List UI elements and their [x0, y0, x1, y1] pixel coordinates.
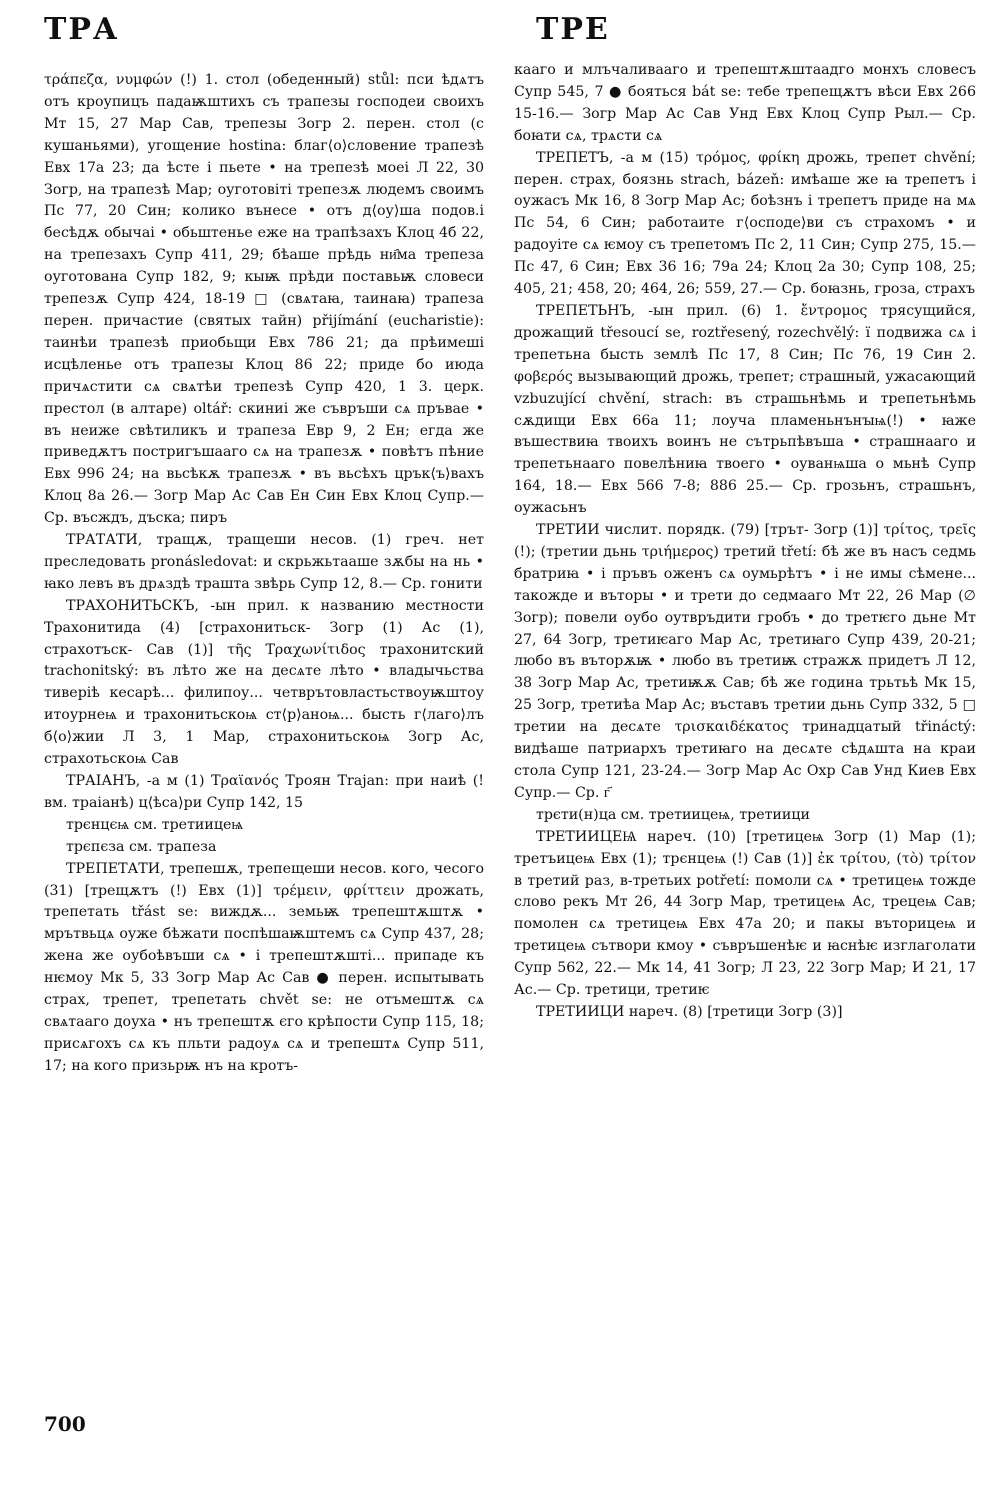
- running-head-left: ТРА: [44, 12, 120, 47]
- dictionary-entry: τράπεζα, νυμφών (!) 1. стол (обеденный) stůl: пси ѣдѧтъ отъ кроупицъ падаѭштихъ съ трапезы господеи своихъ Мт 15, 27 Мар Сав, трепезы Зогр 2. перен. стол (с кушаньями), угощение hostina: благ⟨о⟩словение трапезѣ Евх 17а 23; да ѣсте і пьете • на трепезѣ моеі Л 22, 30 Зогр, на трапезѣ Мар; оуготовіті трепезѫ людемъ своимъ Пс 77, 20 Син; колико вънесе • отъ д⟨оу⟩ша подов.і бесѣдѫ обычаі • обьштенье еже на трапѣзахъ Клоц 4б 22, на трепезахъ Супр 411, 29; бѣаше прѣдь ни҄ма трепеза оуготована Супр 182, 9; кыѭ прѣди поставьѭ словеси трепезѫ Супр 424, 18-19 □ (свѧтаꙗ, таинаꙗ) трапеза перен. причастие (святых тайн) přijímání (eucharistie): таинѣи трапезѣ приобьщи Евх 786 21; да прѣимеші исцѣленье отъ трапезы Клоц 86 22; приде бо июда причѧстити сѧ свѧтѣи трепезѣ Супр 420, 1 3. церк. престол (в алтаре) oltář: скиниі же съвръши сѧ пръвае • въ неиже свѣтиликъ и трапеза Евр 9, 2 Ен; егда же приведѫтъ постригъшааго сѧ на трапезѫ • повѣтъ пѣние Евх 996 24; на вьсѣкѫ трапезѫ • въ вьсѣхъ црък⟨ъ⟩вахъ Клоц 8а 26.— Зогр Мар Ас Сав Ен Син Евх Клоц Супр.— Ср. въсждъ, дъска; пиръ: [44, 72, 484, 527]
- dictionary-entry: ТРЕТИИЦИ нареч. (8) [третици Зогр (3)]: [536, 1003, 843, 1020]
- dictionary-entry: ТРЕПЕТЪ, -а м (15) τρόμος, φρίκη дрожь, трепет chvění; перен. страх, боязнь strach, bázeň: имѣаше же ꙗ трепетъ і оужасъ Мк 16, 8 Зогр Мар Ас; боѣзнъ і трепетъ приде на мѧ Пс 54, 6 Син; работаите г⟨осподе⟩ви съ страхомъ • и радоуіте сѧ ѥмоу съ трепетомъ Пс 2, 11 Син; Супр 275, 15.— Пс 47, 6 Син; Евх 36 16; 79а 24; Клоц 2а 30; Супр 108, 25; 405, 21; 458, 20; 464, 26; 559, 27.— Ср. боꙗзнь, гроза, страхъ: [514, 149, 976, 298]
- left-column: [44, 70, 484, 1078]
- cross-reference: трєпєза см. трапеза: [66, 838, 217, 855]
- dictionary-entry: кааго и млъчаливааго и трепештѫштаадго монхъ словесъ Супр 545, 7 ● бояться bát se: тебе трепещѫтъ вѣси Евх 266 15-16.— Зогр Мар Ас Сав Унд Евх Клоц Супр Рыл.— Ср. боꙗти сѧ, трѧсти сѧ: [514, 62, 976, 144]
- cross-reference: трєнцєѩ см. третиицеѩ: [66, 816, 244, 833]
- dictionary-entry: ТРАІАНЪ, -а м (1) Τραϊανός Троян Trajan: при наиѣ (! вм. траіанѣ) ц⟨ѣса⟩ри Супр 142, 15: [44, 773, 484, 811]
- dictionary-entry: ТРЕПЕТЬНЪ, -ын прил. (6) 1. ἔντρομος трясущийся, дрожащий třesoucí se, roztřesený, rozechvělý: ї подвижа сѧ і трепетьна бысть землѣ Пс 17, 8 Син; Пс 76, 19 Син 2. φοβερός вызывающий дрожь, трепет; страшный, ужасающий vzbuzující chvění, strach: въ страшьнѣмь и трепетьнѣмь сѫдищи Евх 66а 11; лоуча пламеньнънꙑѩ(!) • ꙗже въшествиꙗ твоихъ воинъ не сътрьпѣвъша • страшнааго и трепетьнааго повелѣниꙗ твоего • оуванѩша о мьнѣ Супр 164, 18.— Евх 566 7-8; 886 25.— Ср. грозьнъ, страшьнъ, оужасьнъ: [514, 302, 976, 517]
- page-number: 700: [44, 1412, 86, 1436]
- cross-reference: трєти(н)ца см. третиицеѩ, третиици: [536, 806, 810, 823]
- dictionary-entry: ТРЕТИИ числит. порядк. (79) [трът- Зогр (1)] τρίτος, τρεῖς (!); (третии дьнь τριήμερος) третий třetí: бѣ же въ насъ седмь братриꙗ • і пръвъ оженъ сѧ оумьрѣтъ • і не имы сѣмене... такожде и въторы • и трети до седмааго Мт 22, 26 Мар (∅ Зогр); повели оубо оутвръдити гробъ • до третѥго дьне Мт 27, 64 Зогр, третиѥаго Мар Ас, третиꙗго Супр 439, 20-21; любо въ въторѫѭ • любо въ третиѭ стражѫ придетъ Л 12, 38 Зогр Мар Ас, третиѭѫ Сав; бѣ же година трьтьѣ Мк 15, 25 Зогр, третиѣа Мар Ас; въставъ третии дьнь Супр 332, 5 □ третии на десѧте τρισκαιδέκατος тринадцатый třináctý: видѣаше патриархъ третиꙗго на десѧте сѣдѧшта на краи стола Супр 121, 23-24.— Зогр Мар Ас Охр Сав Унд Киев Евх Супр.— Ср. г҃: [514, 522, 976, 801]
- dictionary-entry: ТРАХОНИТЬСКЪ, -ын прил. к названию местности Трахонитида (4) [страхонитьск- Зогр (1) Ас (1), страхотъск- Сав (1)] τῆς Τραχωνίτιδος трахонитский trachonitský: въ лѣто же на десѧте лѣто • владычьства тиверіѣ кесарѣ... филипоу... четврътовластьствоуѭштоу итоурнеѩ и трахонитьскоѩ ст⟨р⟩аноѩ... бысть г⟨лаго⟩лъ б⟨о⟩жии Л 3, 1 Мар, страхонитьскоѩ Зогр Ас, страхотьскоѩ Сав: [44, 597, 484, 768]
- dictionary-entry: ТРЕТИИЦЕѨ нареч. (10) [третицеѩ Зогр (1) Мар (1); третъицеѩ Евх (1); трєнцеѩ (!) Сав (1)] ἐκ τρίτου, (τὸ) τρίτον в третий раз, в-третьих potřetí: помоли сѧ • третицеѩ тожде слово рекъ Мт 26, 44 Зогр Мар, третицеѩ Ас, трецеѩ Сав; помолен сѧ третицеѩ Евх 47а 20; и пакы въторицеѩ и третицеѩ сътвори кмоу • съвръшенѣѥ и ꙗснѣѥ изглаголати Супр 562, 22.— Мк 14, 41 Зогр; Л 23, 22 Зогр Мар; И 21, 17 Ас.— Ср. третици, третиѥ: [514, 828, 976, 999]
- dictionary-entry: ТРАТАТИ, тращѫ, тращеши несов. (1) греч. нет преследовать pronásledovat: и скрьжьтааше зѫбы на нь • ꙗко левъ въ дрѧздѣ трашта звѣрь Супр 12, 8.— Ср. гонити: [44, 532, 484, 592]
- right-column: [514, 60, 976, 1024]
- running-head-right: ТРЕ: [536, 12, 610, 47]
- dictionary-entry: ТРЕПЕТАТИ, трепешѫ, трепещеши несов. кого, чесого (31) [трещѫтъ (!) Евх (1)] τρέμειν, φρίττειν дрожать, трепетать třást se: виждѫ... земьѭ трепештѫштѫ • мрътвьцѧ оуже бѣжати поспѣшаѭштемъ сѧ Супр 437, 28; жена же оубоѣвъши сѧ • і трепештѫшті... припаде къ нѥмоу Мк 5, 33 Зогр Мар Ас Сав ● перен. испытывать страх, трепет, трепетать chvět se: не отъмештѫ сѧ свѧтааго доуха • нъ трепештѫ єго крѣпости Супр 115, 18; присѧгохъ сѧ къ пльти радоуѧ сѧ и трепештѧ Супр 511, 17; на кого призьрѭ нъ на кротъ-: [44, 860, 484, 1074]
